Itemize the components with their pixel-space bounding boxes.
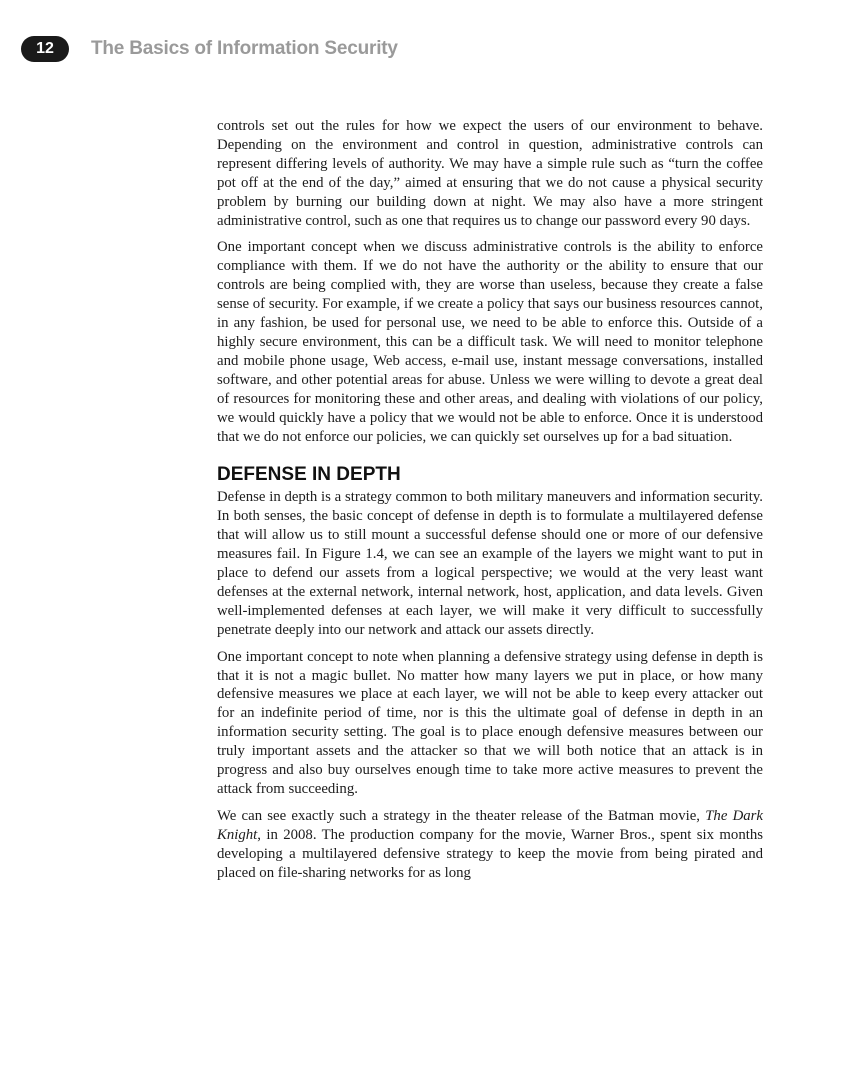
text-run: , in 2008. The production company for the movie, Warner Bros., spent six months developing a multilayered defensive strategy to keep the movie from being pirated and placed on file-sharing networks for as long [217,826,763,881]
paragraph-admin-controls: controls set out the rules for how we expect the users of our environment to behave. Depending on the environment and control in question, administrative controls can represent differing levels of authority. We may have a simple rule such as “turn the coffee pot off at the end of the day,” aimed at ensuring that we do not cause a physical security problem by burning our building down at night. We may also have a more stringent administrative control, such as one that requires us to change our password every 90 days. [217,118,763,229]
running-header [21,36,398,62]
section-heading: DEFENSE IN DEPTH [217,464,401,486]
paragraph-magic-bullet: One important concept to note when planning a defensive strategy using defense in depth is that it is not a magic bullet. No matter how many layers we put in place, or how many defensive measures we place at each layer, we will not be able to keep every attacker out for an indefinite period of time, nor is this the ultimate goal of defense in depth in an information security setting. The goal is to place enough defensive measures between our truly important assets and the attacker so that we will both notice that an attack is in progress and also buy ourselves enough time to take more active measures to prevent the attack from succeeding. [217,648,763,797]
book-title: The Basics of Information Security [91,38,398,59]
page-number-badge: 12 [21,36,69,62]
movie-title: The Dark Knight [217,807,764,843]
paragraph-enforcement: One important concept when we discuss administrative controls is the ability to enforce compliance with them. If we do not have the authority or the ability to ensure that our controls are being complied with, they are worse than useless, because they create a false sense of security. For example, if we create a policy that says our business resources cannot, in any fashion, be used for personal use, we need to be able to enforce this. Outside of a highly secure environment, this can be a difficult task. We will need to monitor telephone and mobile phone usage, Web access, e-mail use, instant message conversations, installed software, and other potential areas for abuse. Unless we were willing to devote a great deal of resources for monitoring these and other areas, and dealing with violations of our policy, we would quickly have a policy that we would not be able to enforce. Once it is understood that we do not enforce our policies, we can quickly set ourselves up for a bad situation. [217,239,763,445]
paragraph-defense-in-depth: Defense in depth is a strategy common to both military maneuvers and information security. In both senses, the basic concept of defense in depth is to formulate a multilayered defense that will allow us to still mount a successful defense should one or more of our defensive measures fail. In Figure 1.4, we can see an example of the layers we might want to put in place to defend our assets from a logical perspective; we would at the very least want defenses at the external network, internal network, host, application, and data levels. Given well-implemented defenses at each layer, we will make it very difficult to successfully penetrate deeply into our network and attack our assets directly. [217,489,763,638]
page-body [217,117,763,891]
paragraph-dark-knight [217,807,763,883]
text-run: We can see exactly such a strategy in the theater release of the Batman movie, [217,807,706,824]
